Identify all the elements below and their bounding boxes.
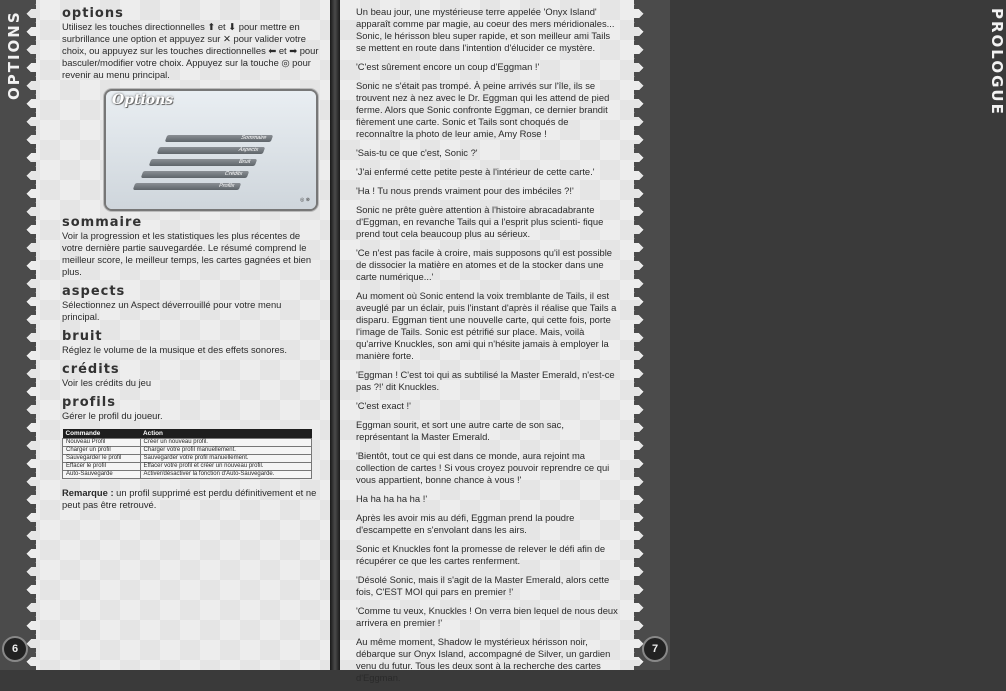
- side-title-prologue: PROLOGUE: [988, 8, 1006, 116]
- left-column: [62, 6, 320, 518]
- table-cell: Effacer votre profil et créer un nouveau profil.: [140, 463, 311, 471]
- table-cell: Charger votre profil manuellement.: [140, 447, 311, 455]
- section-text-aspects: Sélectionnez un Aspect déverrouillé pour votre menu principal.: [62, 299, 282, 322]
- table-cell: Charger un profil: [63, 447, 141, 455]
- page-number-right: 7: [642, 636, 668, 662]
- screenshot-title: Options: [112, 92, 174, 108]
- prologue-paragraph: 'Ha ! Tu nous prends vraiment pour des imbéciles ?!': [356, 185, 574, 196]
- prologue-paragraph: Sonic et Knuckles font la promesse de relever le défi afin de récupérer ce que les cartes renferment.: [356, 543, 606, 566]
- prologue-paragraph: 'Comme tu veux, Knuckles ! On verra bien lequel de nous deux arrivera en premier !': [356, 605, 618, 628]
- remark-label: Remarque :: [62, 487, 114, 498]
- section-heading-aspects: aspects: [62, 284, 126, 299]
- book-gutter: [330, 0, 340, 670]
- screenshot-menu-item: Aspects: [157, 147, 266, 154]
- prologue-paragraph: Sonic ne s'était pas trompé. À peine arrivés sur l'île, ils se trouvent nez à nez avec le Dr. Eggman qui les attend de pied ferme. Alors que Sonic confronte Eggman, ce dernier brandit fièrement une carte. Sonic et Tails sont choqués de reconnaître la photo de leur amie, Amy Rose !: [356, 80, 610, 139]
- prologue-paragraph: 'J'ai enfermé cette petite peste à l'intérieur de cette carte.': [356, 166, 595, 177]
- prologue-paragraph: Au moment où Sonic entend la voix tremblante de Tails, il est aveuglé par un éclair, puis l'instant d'après il réalise que Tails a disparu. Eggman tient une nouvelle carte, qui cette fois, porte l'image de Tails. Sonic est pétrifié sur place. Mais, voilà qu'arrive Knuckles, son ami qui n'hésite jamais à employer la manière forte.: [356, 290, 617, 361]
- table-cell: Nouveau Profil: [63, 439, 141, 447]
- table-cell: Effacer le profil: [63, 463, 141, 471]
- table-header-cell: Commande: [63, 429, 141, 439]
- side-band-right: [644, 0, 670, 670]
- right-page: [340, 0, 1006, 683]
- prologue-paragraph: 'C'est sûrement encore un coup d'Eggman !': [356, 61, 540, 72]
- table-row: [63, 439, 312, 447]
- screenshot-menu-item: Bruit: [149, 159, 258, 166]
- screenshot-menu-item: Profils: [133, 183, 242, 190]
- profile-commands-table: [62, 429, 312, 479]
- options-heading: options: [62, 6, 124, 21]
- prologue-paragraph: 'C'est exact !': [356, 400, 411, 411]
- screenshot-menu-item: Sommaire: [165, 135, 274, 142]
- section-heading-sommaire: sommaire: [62, 215, 143, 230]
- prologue-paragraph: 'Sais-tu ce que c'est, Sonic ?': [356, 147, 478, 158]
- prologue-paragraph: Après les avoir mis au défi, Eggman prend la poudre d'escampette en s'envolant dans les airs.: [356, 512, 575, 535]
- page-number-left: 6: [2, 636, 28, 662]
- left-page: [0, 0, 330, 670]
- prologue-paragraph: Ha ha ha ha ha !': [356, 493, 428, 504]
- screenshot-menu-item: Crédits: [141, 171, 250, 178]
- table-header-cell: Action: [140, 429, 311, 439]
- section-text-profils: Gérer le profil du joueur.: [62, 410, 163, 421]
- section-heading-credits: crédits: [62, 362, 120, 377]
- prologue-paragraph: 'Bientôt, tout ce qui est dans ce monde, aura rejoint ma collection de cartes ! Si vous croyez pouvoir reprendre ce qui vous appartient, bonne chance à vous !': [356, 450, 610, 485]
- table-row: [63, 471, 312, 479]
- side-band-left: [0, 0, 26, 670]
- screenshot-button-hints: ◎ ⊗: [300, 197, 310, 203]
- table-row: [63, 447, 312, 455]
- prologue-paragraph: 'Ce n'est pas facile à croire, mais supposons qu'il est possible de dissocier la matière en atomes et de la stocker dans une carte numérique...': [356, 247, 613, 282]
- section-heading-bruit: bruit: [62, 329, 103, 344]
- side-title-options: OPTIONS: [5, 10, 23, 100]
- options-menu-screenshot: [106, 91, 316, 209]
- remark-text: un profil supprimé est perdu définitivement et ne peut pas être retrouvé.: [62, 487, 317, 510]
- table-cell: Auto-Sauvegarde: [63, 471, 141, 479]
- section-text-bruit: Réglez le volume de la musique et des effets sonores.: [62, 344, 287, 355]
- table-row: [63, 463, 312, 471]
- table-cell: Sauvegarder le profil: [63, 455, 141, 463]
- prologue-paragraph: 'Désolé Sonic, mais il s'agit de la Master Emerald, alors cette fois, C'EST MOI qui pars en premier !': [356, 574, 610, 597]
- table-cell: Activer/désactiver la fonction d'Auto-Sauvegarde.: [140, 471, 311, 479]
- table-header-row: [63, 429, 312, 439]
- prologue-paragraph: 'Eggman ! C'est toi qui as subtilisé la Master Emerald, n'est-ce pas ?!' dit Knuckles.: [356, 369, 615, 392]
- table-row: [63, 455, 312, 463]
- prologue-paragraph: Eggman sourit, et sort une autre carte de son sac, représentant la Master Emerald.: [356, 419, 564, 442]
- prologue-paragraph: Un beau jour, une mystérieuse terre appelée 'Onyx Island' apparaît comme par magie, au coeur des mers méridionales... Sonic, le hérisson bleu super rapide, et son meilleur ami Tails se mettent en route dans l'intention d'élucider ce mystère.: [356, 6, 615, 53]
- prologue-paragraph: Au même moment, Shadow le mystérieux hérisson noir, débarque sur Onyx Island, accompagné de Silver, un gardien venu du futur. Tous les deux sont à la recherche des cartes d'Eggman.: [356, 636, 611, 683]
- section-text-sommaire: Voir la progression et les statistiques les plus récentes de votre dernière partie sauvegardée. Le résumé comprend le meilleur score, le meilleur temps, les cartes gagnées et bien plus.: [62, 230, 312, 277]
- section-text-credits: Voir les crédits du jeu: [62, 377, 152, 388]
- prologue-column: [356, 6, 618, 691]
- table-cell: Sauvegarder votre profil manuellement.: [140, 455, 311, 463]
- prologue-paragraph: Sonic ne prête guère attention à l'histoire abracadabrante d'Eggman, en revanche Tails qui a l'esprit plus scienti- fique prend tout cela beaucoup plus au sérieux.: [356, 204, 604, 239]
- section-heading-profils: profils: [62, 395, 116, 410]
- options-intro-text: Utilisez les touches directionnelles ⬆ et ⬇ pour mettre en surbrillance une option et appuyez sur ✕ pour valider votre choix, ou appuyez sur les touches directionnelles ⬅ et ➡ pour basculer/modifier votre choix. Appuyez sur la touche ◎ pour revenir au menu principal.: [62, 21, 319, 80]
- remark-note: [62, 487, 320, 511]
- table-cell: Créer un nouveau profil.: [140, 439, 311, 447]
